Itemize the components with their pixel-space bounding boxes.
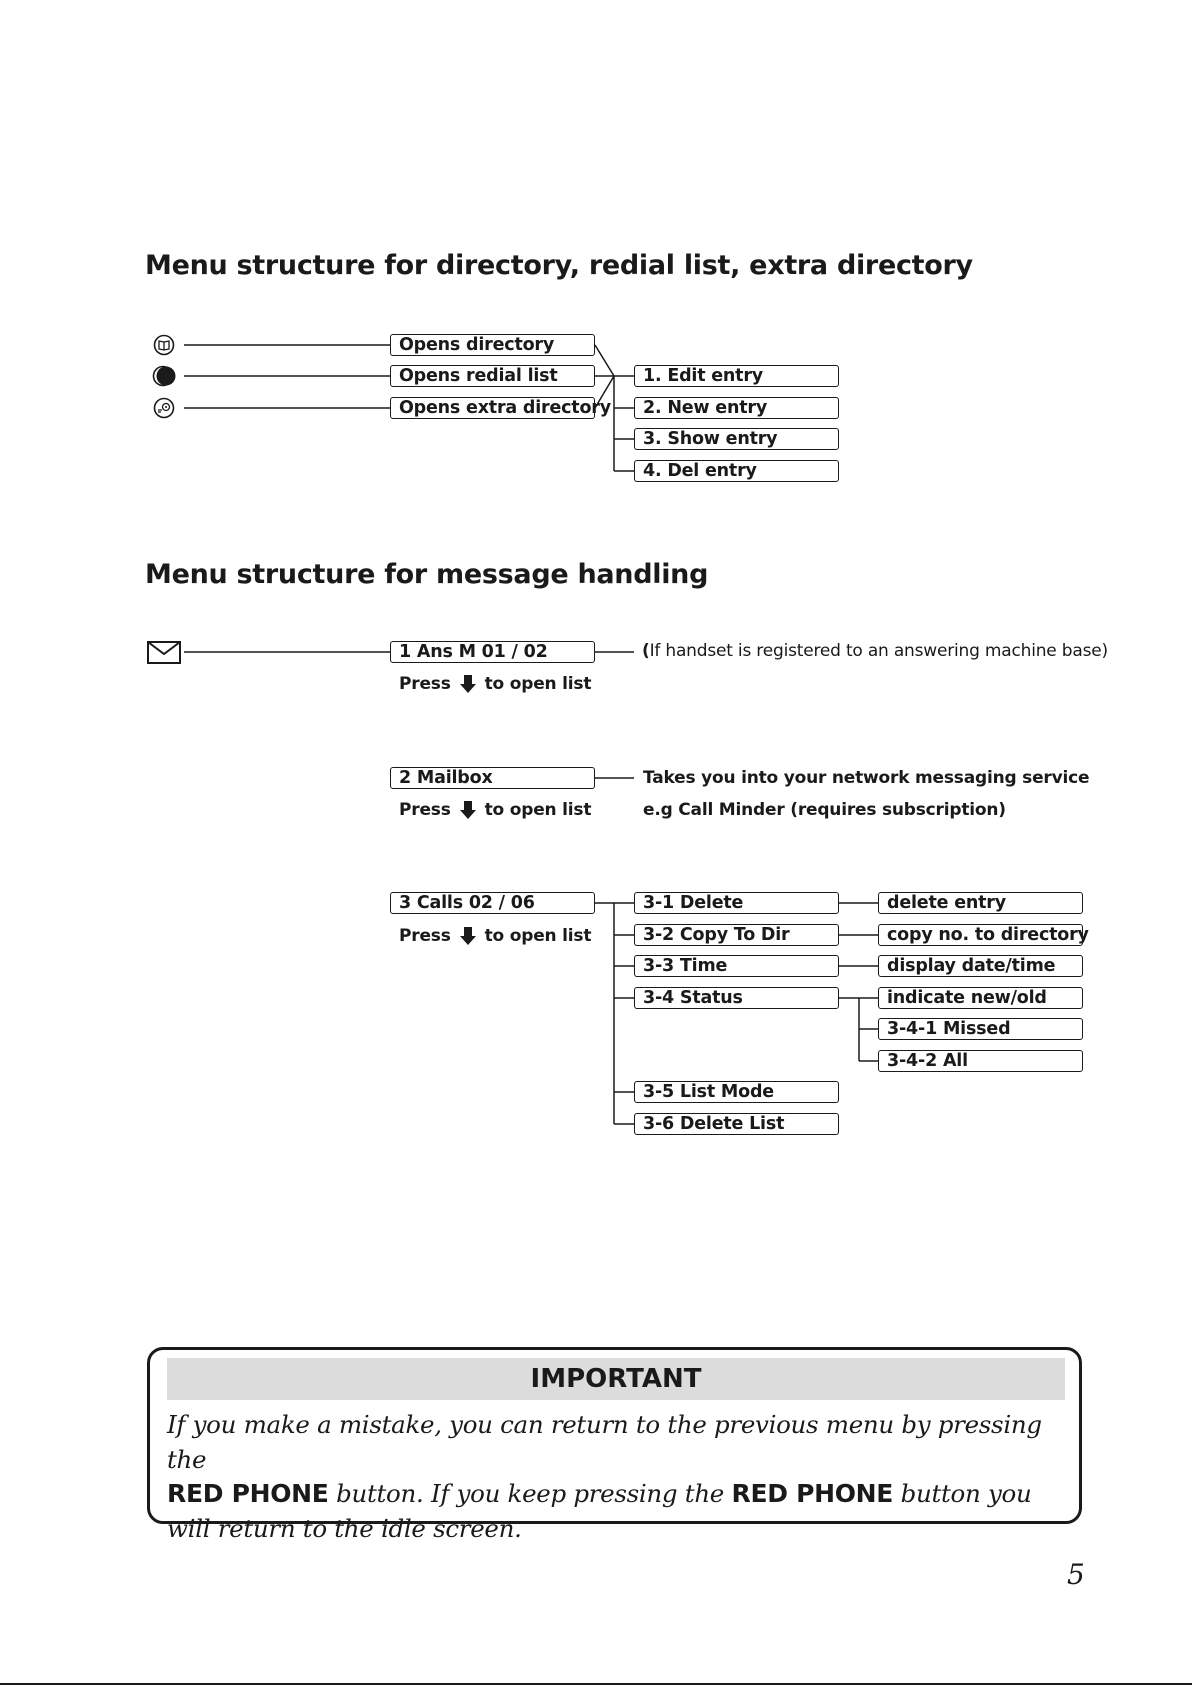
press-hint-mailbox [399, 800, 591, 820]
red-phone-label-1: RED PHONE [167, 1479, 329, 1508]
press-hint-suffix: to open list [484, 926, 592, 946]
important-text-3: button you will return to the idle screen. [167, 1479, 1032, 1543]
opens-redial-list-box[interactable]: Opens redial list [390, 365, 595, 387]
down-arrow-icon [459, 674, 477, 694]
result-delete-entry[interactable]: delete entry [878, 892, 1083, 914]
result-all[interactable]: 3-4-2 All [878, 1050, 1083, 1072]
press-hint-prefix: Press [399, 926, 451, 946]
result-indicate-new-old[interactable]: indicate new/old [878, 987, 1083, 1009]
important-body [167, 1408, 1067, 1546]
calls-list-mode-option[interactable]: 3-5 List Mode [634, 1081, 839, 1103]
mailbox-note-line2: e.g Call Minder (requires subscription) [643, 800, 1006, 820]
calls-status-option[interactable]: 3-4 Status [634, 987, 839, 1009]
section-heading-messages: Menu structure for message handling [145, 559, 709, 590]
show-entry-option[interactable]: 3. Show entry [634, 428, 839, 450]
ans-m-note-text: If handset is registered to an answering machine base) [649, 641, 1108, 661]
opens-extra-directory-box[interactable]: Opens extra directory [390, 397, 595, 419]
edit-entry-option[interactable]: 1. Edit entry [634, 365, 839, 387]
del-entry-option[interactable]: 4. Del entry [634, 460, 839, 482]
press-hint-suffix: to open list [484, 674, 592, 694]
important-title: IMPORTANT [167, 1358, 1065, 1400]
new-entry-option[interactable]: 2. New entry [634, 397, 839, 419]
red-phone-label-2: RED PHONE [731, 1479, 894, 1508]
result-copy-to-directory[interactable]: copy no. to directory [878, 924, 1083, 946]
important-text-2: button. If you keep pressing the [328, 1479, 732, 1508]
press-hint-suffix: to open list [484, 800, 592, 820]
result-missed[interactable]: 3-4-1 Missed [878, 1018, 1083, 1040]
result-display-date-time[interactable]: display date/time [878, 955, 1083, 977]
important-text-1: If you make a mistake, you can return to the previous menu by pressing the [167, 1410, 1042, 1474]
extra-directory-icon [153, 397, 175, 419]
page-number: 5 [1067, 1558, 1085, 1591]
calls-copy-to-dir-option[interactable]: 3-2 Copy To Dir [634, 924, 839, 946]
opens-directory-box[interactable]: Opens directory [390, 334, 595, 356]
directory-book-icon [153, 334, 175, 356]
down-arrow-icon [459, 926, 477, 946]
ans-m-note [642, 641, 1108, 661]
press-hint-ansm [399, 674, 591, 694]
calls-delete-option[interactable]: 3-1 Delete [634, 892, 839, 914]
down-arrow-icon [459, 800, 477, 820]
press-hint-prefix: Press [399, 800, 451, 820]
mailbox-note-line1: Takes you into your network messaging service [643, 768, 1090, 788]
envelope-icon [147, 641, 182, 665]
calls-delete-list-option[interactable]: 3-6 Delete List [634, 1113, 839, 1135]
section-heading-directory: Menu structure for directory, redial list, extra directory [145, 250, 973, 281]
calls-box[interactable]: 3 Calls 02 / 06 [390, 892, 595, 914]
calls-time-option[interactable]: 3-3 Time [634, 955, 839, 977]
press-hint-calls [399, 926, 591, 946]
ans-m-box[interactable]: 1 Ans M 01 / 02 [390, 641, 595, 663]
ans-m-note-paren: ( [642, 641, 650, 661]
redial-button-icon [152, 365, 178, 387]
mailbox-box[interactable]: 2 Mailbox [390, 767, 595, 789]
important-notice [147, 1347, 1082, 1543]
press-hint-prefix: Press [399, 674, 451, 694]
